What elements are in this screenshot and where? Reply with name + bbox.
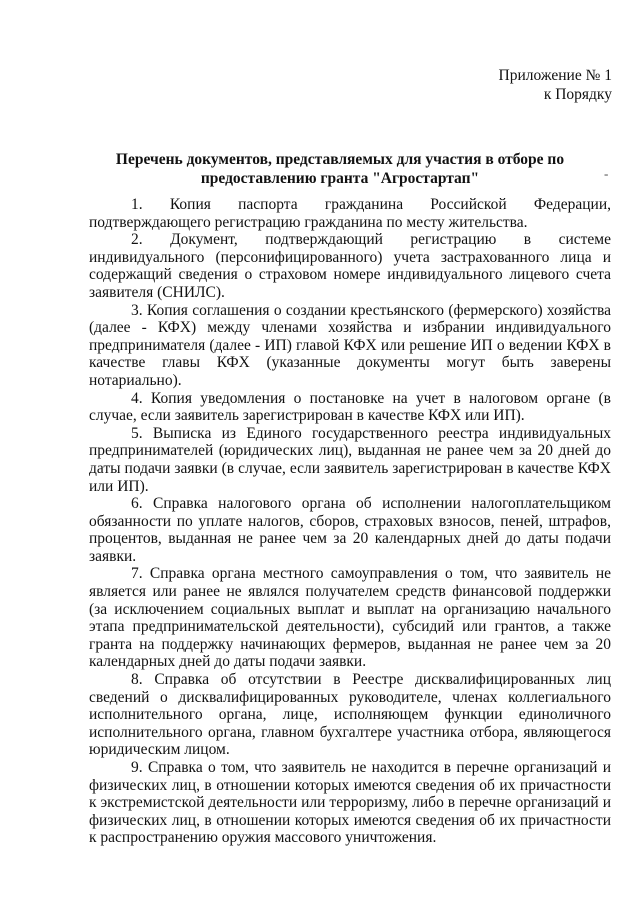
list-item-2: 2. Документ, подтверждающий регистрацию в системе индивидуального (персонифицированного) учета застрахованного лица и содержащий сведения о страховом номере индивидуального лицевого счета заявителя (СНИЛС).: [89, 231, 611, 301]
appendix-header: [499, 66, 612, 104]
document-title: [90, 150, 590, 188]
list-item-8: 8. Справка об отсутствии в Реестре дисквалифицированных лиц сведений о дисквалифицированных руководителе, членах коллегиального исполнительного органа, лице, исполняющем функции единоличного исполнительного органа, главном бухгалтере участника отбора, являющегося юридическим лицом.: [89, 671, 611, 759]
list-item-7: 7. Справка органа местного самоуправления о том, что заявитель не является или ранее не являлся получателем средств финансовой поддержки (за исключением социальных выплат и выплат на организацию начального этапа предпринимательской деятельности), субсидий или грантов, а также гранта на поддержку начинающих фермеров, выданная не ранее чем за 20 календарных дней до даты подачи заявки.: [89, 565, 611, 671]
document-title-line-2: предоставлению гранта "Агростартап": [200, 170, 480, 187]
list-item-6: 6. Справка налогового органа об исполнении налогоплательщиком обязанности по уплате налогов, сборов, страховых взносов, пеней, штрафов, процентов, выданная не ранее чем за 20 календарных дней до даты подачи заявки.: [89, 495, 611, 565]
list-item-4: 4. Копия уведомления о постановке на учет в налоговом органе (в случае, если заявитель зарегистрирован в качестве КФХ или ИП).: [89, 389, 611, 425]
list-item-5: 5. Выписка из Единого государственного реестра индивидуальных предпринимателей (юридических лиц), выданная не ранее чем за 20 дней до даты подачи заявки (в случае, если заявитель зарегистрирован в качестве КФХ или ИП).: [89, 424, 611, 495]
list-item-3: 3. Копия соглашения о создании крестьянского (фермерского) хозяйства (далее - КФХ) между членами хозяйства и избрании индивидуального предпринимателя (далее - ИП) главой КФХ или решение ИП о ведении КФХ в качестве главы КФХ (указанные документы могут быть заверены нотариально).: [89, 301, 611, 389]
margin-mark: -: [604, 166, 609, 181]
list-item-9: 9. Справка о том, что заявитель не находится в перечне организаций и физических лиц, в отношении которых имеются сведения об их причастности к экстремистской деятельности или терроризму, либо в перечне организаций и физических лиц, в отношении которых имеются сведения об их причастности к распространению оружия массового уничтожения.: [89, 759, 611, 847]
document-list: [89, 196, 611, 847]
appendix-number: Приложение № 1: [498, 67, 612, 84]
appendix-reference: к Порядку: [543, 86, 612, 103]
document-title-line-1: Перечень документов, представляемых для участия в отборе по: [115, 151, 565, 168]
list-item-1: 1. Копия паспорта гражданина Российской Федерации, подтверждающего регистрацию гражданина по месту жительства.: [89, 196, 611, 231]
